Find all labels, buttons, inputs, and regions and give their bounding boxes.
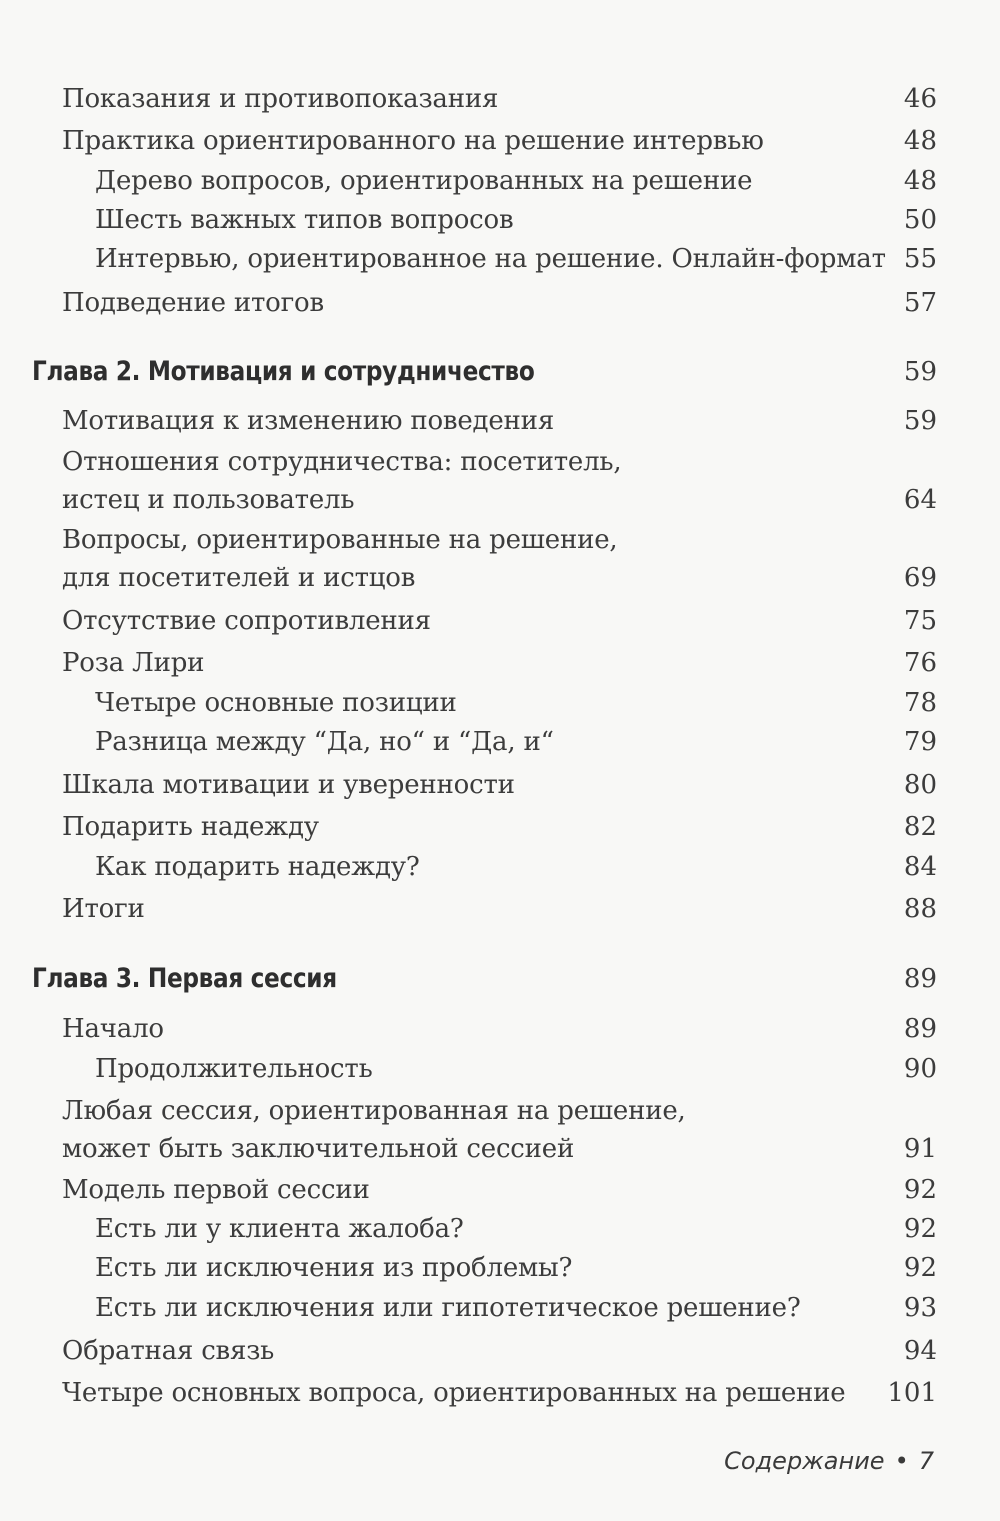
toc-page-number: 79 (903, 727, 937, 757)
toc-subentry: Шесть важных типов вопросов (95, 205, 514, 235)
toc-page-number: 82 (903, 812, 937, 842)
toc-page-number: 64 (903, 485, 937, 515)
footer-page-number: 7 (918, 1447, 934, 1475)
toc-page-number: 92 (903, 1253, 937, 1283)
toc-entry: Четыре основных вопроса, ориентированных на решение (62, 1378, 846, 1408)
toc-page-number: 84 (903, 852, 937, 882)
toc-entry: Любая сессия, ориентированная на решение, (62, 1096, 686, 1126)
toc-entry: Итоги (62, 894, 145, 924)
toc-subentry: Дерево вопросов, ориентированных на решение (95, 166, 753, 196)
toc-subentry: Четыре основные позиции (95, 688, 457, 718)
toc-entry: Обратная связь (62, 1336, 275, 1366)
toc-page-number: 88 (903, 894, 937, 924)
toc-page-number: 93 (903, 1293, 937, 1323)
toc-entry-continuation: для посетителей и истцов (62, 563, 416, 593)
toc-page-number: 94 (903, 1336, 937, 1366)
toc-page-number: 76 (903, 648, 937, 678)
toc-page-number: 92 (903, 1214, 937, 1244)
toc-page-number: 50 (903, 205, 937, 235)
toc-page-number: 48 (903, 126, 937, 156)
toc-page-number: 90 (903, 1054, 937, 1084)
toc-page-number: 69 (903, 563, 937, 593)
toc-subentry: Интервью, ориентированное на решение. Онлайн-формат (95, 244, 886, 274)
toc-entry: Модель первой сессии (62, 1175, 370, 1205)
toc-entry: Подарить надежду (62, 812, 319, 842)
chapter-heading: Глава 3. Первая сессия (32, 963, 337, 994)
toc-entry: Отношения сотрудничества: посетитель, (62, 447, 622, 477)
toc-subentry: Как подарить надежду? (95, 852, 420, 882)
toc-subentry: Есть ли исключения или гипотетическое решение? (95, 1293, 801, 1323)
toc-page-number: 89 (903, 964, 937, 994)
toc-page-number: 55 (903, 244, 937, 274)
toc-entry: Вопросы, ориентированные на решение, (62, 525, 618, 555)
toc-entry: Роза Лири (62, 648, 205, 678)
toc-page-number: 57 (903, 288, 937, 318)
bullet-separator: • (894, 1447, 909, 1475)
toc-page-number: 46 (903, 84, 937, 114)
toc-entry: Мотивация к изменению поведения (62, 406, 555, 436)
chapter-heading: Глава 2. Мотивация и сотрудничество (32, 356, 535, 387)
toc-page-number: 80 (903, 770, 937, 800)
toc-entry: Показания и противопоказания (62, 84, 499, 114)
toc-entry: Шкала мотивации и уверенности (62, 770, 515, 800)
toc-entry-continuation: истец и пользователь (62, 485, 355, 515)
footer-section-title: Содержание (724, 1447, 885, 1475)
toc-page-number: 101 (887, 1378, 937, 1408)
toc-subentry: Есть ли у клиента жалоба? (95, 1214, 464, 1244)
toc-page-number: 89 (903, 1014, 937, 1044)
toc-page-number: 48 (903, 166, 937, 196)
toc-page-number: 59 (903, 357, 937, 387)
toc-page-number: 91 (903, 1134, 937, 1164)
page-footer (724, 1443, 934, 1479)
toc-page-number: 75 (903, 606, 937, 636)
toc-subentry: Есть ли исключения из проблемы? (95, 1253, 573, 1283)
toc-entry: Начало (62, 1014, 164, 1044)
toc-entry: Отсутствие сопротивления (62, 606, 431, 636)
toc-page-number: 59 (903, 406, 937, 436)
toc-entry: Практика ориентированного на решение интервью (62, 126, 764, 156)
toc-subentry: Продолжительность (95, 1054, 373, 1084)
toc-page-number: 78 (903, 688, 937, 718)
toc-entry-continuation: может быть заключительной сессией (62, 1134, 575, 1164)
toc-subentry: Разница между “Да, но“ и “Да, и“ (95, 727, 554, 757)
toc-page-number: 92 (903, 1175, 937, 1205)
toc-entry: Подведение итогов (62, 288, 324, 318)
